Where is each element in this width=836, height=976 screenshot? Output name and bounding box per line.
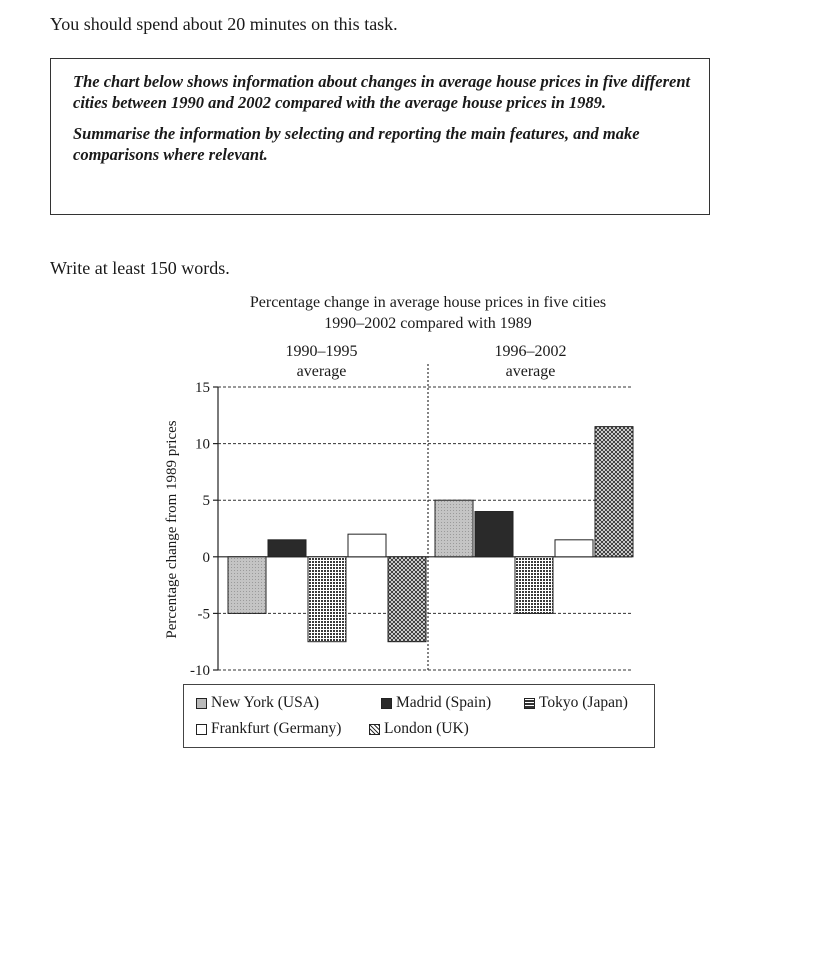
category-label: average xyxy=(505,363,556,380)
legend-item-frankfurt xyxy=(196,720,341,738)
legend-item-madrid xyxy=(381,694,491,712)
y-tick-label: 0 xyxy=(202,549,210,566)
y-axis-title: Percentage change from 1989 prices xyxy=(164,420,180,639)
bar-london xyxy=(388,557,426,642)
y-tick-label: -5 xyxy=(197,606,210,623)
category-label: 1990–1995 xyxy=(285,343,358,360)
bar-new-york xyxy=(228,557,266,614)
legend-swatch-london xyxy=(369,724,380,735)
legend-label-frankfurt: Frankfurt (Germany) xyxy=(211,720,342,737)
chart-subtitle: 1990–2002 compared with 1989 xyxy=(324,315,532,332)
legend-item-tokyo xyxy=(524,694,628,712)
legend-swatch-frankfurt xyxy=(196,724,207,735)
bar-tokyo xyxy=(515,557,553,614)
y-tick-label: -10 xyxy=(190,663,210,679)
y-tick-label: 5 xyxy=(202,493,210,510)
chart-legend xyxy=(183,684,655,748)
legend-label-tokyo: Tokyo (Japan) xyxy=(539,694,628,711)
legend-label-london: London (UK) xyxy=(384,720,469,737)
bar-frankfurt xyxy=(348,534,386,557)
bar-tokyo xyxy=(308,557,346,642)
y-tick-label: 10 xyxy=(195,436,210,453)
legend-label-madrid: Madrid (Spain) xyxy=(396,694,492,711)
bar-london xyxy=(595,427,633,557)
chart-title: Percentage change in average house prices in five cities xyxy=(249,294,607,311)
bar-frankfurt xyxy=(555,540,593,557)
legend-swatch-new-york xyxy=(196,698,207,709)
bar-madrid xyxy=(268,540,306,557)
bar-new-york xyxy=(435,500,473,557)
legend-swatch-tokyo xyxy=(524,698,535,709)
y-tick-label: 15 xyxy=(195,380,210,396)
intro-text: You should spend about 20 minutes on this task. xyxy=(50,14,398,34)
legend-label-new-york: New York (USA) xyxy=(211,694,320,711)
category-label: 1996–2002 xyxy=(494,343,567,360)
legend-item-london xyxy=(369,720,469,738)
legend-swatch-madrid xyxy=(381,698,392,709)
task-paragraph-2: Summarise the information by selecting and reporting the main features, and make comparisons where relevant. xyxy=(73,124,640,164)
legend-item-new-york xyxy=(196,694,319,712)
bar-madrid xyxy=(475,512,513,557)
word-count-text: Write at least 150 words. xyxy=(50,258,230,278)
task-paragraph-1: The chart below shows information about changes in average house prices in five different cities between 1990 and 2002 compared with the average house prices in 1989. xyxy=(73,72,691,112)
category-label: average xyxy=(296,363,347,380)
